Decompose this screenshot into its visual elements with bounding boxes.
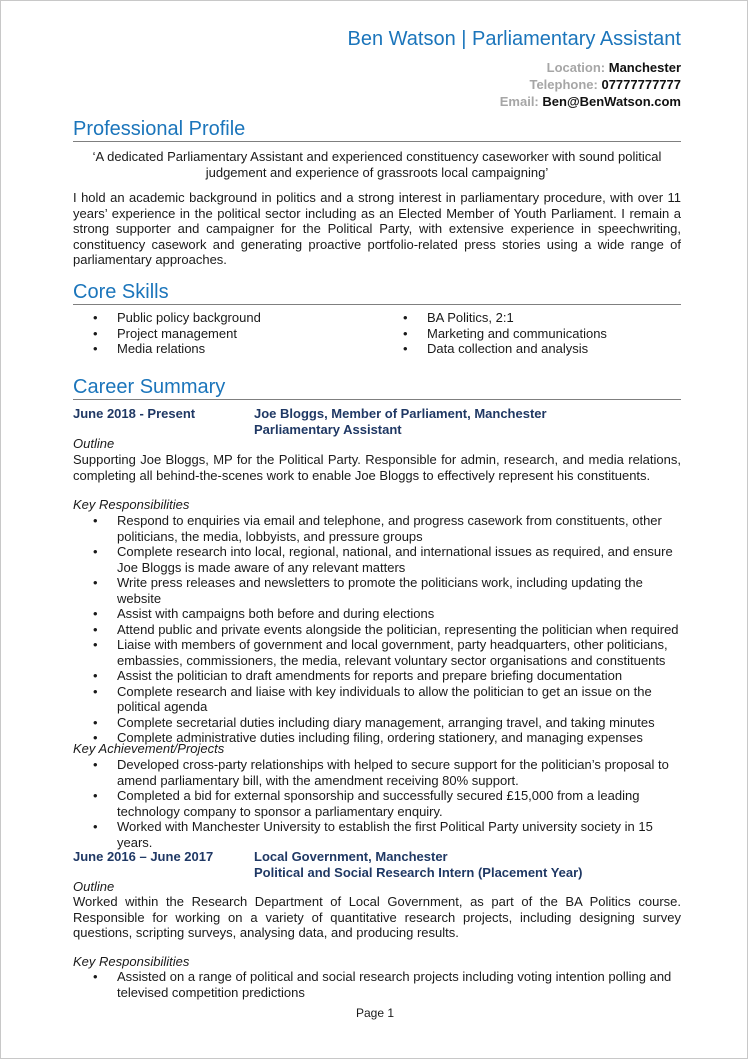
- email-label: Email:: [499, 94, 539, 109]
- skills-list-right: [383, 310, 673, 357]
- profile-body: I hold an academic background in politics and a strong interest in parliamentary procedure, with over 11 years’ experience in the political sector including as an Elected Member of Youth Parliament. I remain a strong supporter and campaigner for the Political Party, with extensive experience in speechwriting, constituency casework and generating proactive portfolio-related press stories using a wide range of parliamentary approaches.: [73, 190, 681, 267]
- list-item: • Respond to enquiries via email and telephone, and progress casework from constituents, other politicians, the media, lobbyists, and pressure groups: [73, 513, 681, 544]
- skill-item: • Data collection and analysis: [383, 341, 673, 357]
- telephone-label: Telephone:: [529, 77, 598, 92]
- profile-quote: ‘A dedicated Parliamentary Assistant and experienced constituency caseworker with sound political judgement and experience of grassroots local campaigning’: [92, 149, 662, 180]
- responsibilities-label: Key Responsibilities: [73, 954, 190, 969]
- list-item: • Liaise with members of government and local government, party headquarters, other politicians, embassies, commissioners, the media, relevant voluntary sector organisations and constituents: [73, 637, 681, 668]
- list-item: • Complete research into local, regional, national, and international issues as required, and ensure Joe Bloggs is made aware of any relevant matters: [73, 544, 681, 575]
- job-heading: [254, 406, 547, 437]
- responsibilities-list: [73, 969, 681, 1000]
- job-heading: [254, 849, 583, 880]
- skill-item: • Media relations: [73, 341, 363, 357]
- location-label: Location:: [546, 60, 606, 75]
- profile-heading: Professional Profile: [73, 117, 681, 142]
- list-item: • Complete administrative duties including filing, ordering stationery, and managing expenses: [73, 730, 681, 746]
- location-value: Manchester: [608, 60, 681, 75]
- list-item: • Complete secretarial duties including diary management, arranging travel, and taking minutes: [73, 715, 681, 731]
- skills-heading: Core Skills: [73, 280, 681, 305]
- skill-item: • Project management: [73, 326, 363, 342]
- achievements-label: Key Achievement/Projects: [73, 741, 225, 756]
- list-item: • Completed a bid for external sponsorship and successfully secured £15,000 from a leading technology company to sponsor a parliamentary enquiry.: [73, 788, 681, 819]
- career-heading: Career Summary: [73, 375, 681, 400]
- location-line: [500, 59, 681, 76]
- job-dates: June 2018 - Present: [73, 406, 196, 421]
- job-role: Parliamentary Assistant: [254, 421, 402, 437]
- job-role: Political and Social Research Intern (Placement Year): [254, 864, 583, 880]
- page-number: Page 1: [355, 1006, 395, 1020]
- list-item: • Worked with Manchester University to establish the first Political Party university society in 15 years.: [73, 819, 681, 850]
- job-outline: Supporting Joe Bloggs, MP for the Political Party. Responsible for admin, research, and media relations, completing all behind-the-scenes work to enable Joe Bloggs to effectively represent his constituents.: [73, 452, 681, 483]
- skill-item: • Marketing and communications: [383, 326, 673, 342]
- list-item: • Write press releases and newsletters to promote the politicians work, including updating the website: [73, 575, 681, 606]
- list-item: • Complete research and liaise with key individuals to allow the politician to get an issue on the political agenda: [73, 684, 681, 715]
- telephone-value: 07777777777: [601, 77, 681, 92]
- skill-item: • Public policy background: [73, 310, 363, 326]
- telephone-line: [500, 76, 681, 93]
- outline-label: Outline: [73, 436, 115, 451]
- list-item: • Attend public and private events alongside the politician, representing the politician when required: [73, 622, 681, 638]
- job-employer: Local Government, Manchester: [254, 849, 448, 864]
- list-item: • Assist the politician to draft amendments for reports and prepare briefing documentation: [73, 668, 681, 684]
- job-outline: Worked within the Research Department of Local Government, as part of the BA Politics course. Responsible for working on a variety of quantitative research projects, including designing survey questions, scripting surveys, analysing data, and producing results.: [73, 894, 681, 940]
- skills-list-left: [73, 310, 363, 357]
- email-line: [500, 93, 681, 110]
- email-value[interactable]: Ben@BenWatson.com: [542, 94, 681, 109]
- candidate-name: Ben Watson | Parliamentary Assistant: [347, 28, 681, 50]
- achievements-list: [73, 757, 681, 850]
- list-item: • Assist with campaigns both before and during elections: [73, 606, 681, 622]
- job-dates: June 2016 – June 2017: [73, 849, 214, 864]
- responsibilities-list: [73, 513, 681, 746]
- job-employer: Joe Bloggs, Member of Parliament, Manchester: [254, 406, 547, 421]
- list-item: • Developed cross-party relationships with helped to secure support for the politician’s proposal to amend parliamentary bill, with the amendment receiving 80% support.: [73, 757, 681, 788]
- contact-details: [500, 59, 681, 110]
- skill-item: • BA Politics, 2:1: [383, 310, 673, 326]
- list-item: • Assisted on a range of political and social research projects including voting intention polling and televised competition predictions: [73, 969, 681, 1000]
- responsibilities-label: Key Responsibilities: [73, 497, 190, 512]
- outline-label: Outline: [73, 879, 115, 894]
